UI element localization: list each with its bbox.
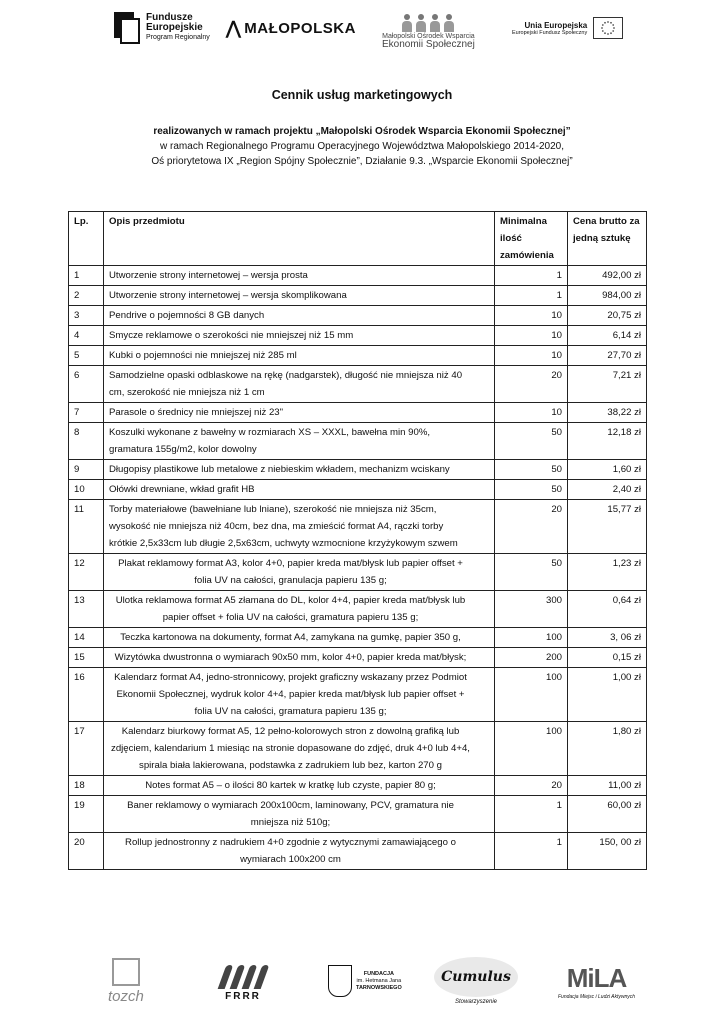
row-price: 3, 06 zł (568, 628, 647, 648)
row-lp: 3 (69, 306, 104, 326)
mows-logo (382, 6, 475, 50)
row-description: Utworzenie strony internetowej – wersja skomplikowana (104, 286, 495, 306)
row-description: Baner reklamowy o wymiarach 200x100cm, laminowany, PCV, gramatura nie mniejsza niż 510g; (104, 796, 495, 833)
row-min-qty: 100 (495, 628, 568, 648)
row-min-qty: 50 (495, 554, 568, 591)
row-price: 150, 00 zł (568, 833, 647, 870)
eu-logo (512, 6, 623, 50)
row-price: 1,60 zł (568, 460, 647, 480)
row-lp: 9 (69, 460, 104, 480)
malopolska-text: MAŁOPOLSKA (244, 19, 356, 37)
row-lp: 14 (69, 628, 104, 648)
row-description: Parasole o średnicy nie mniejszej niż 23" (104, 403, 495, 423)
fund-line2: im. Hetmana Jana (356, 977, 402, 984)
frrr-text: FRRR (225, 990, 261, 1002)
row-price: 0,64 zł (568, 591, 647, 628)
row-min-qty: 50 (495, 423, 568, 460)
row-price: 984,00 zł (568, 286, 647, 306)
fe-line1: Fundusze (146, 12, 193, 23)
row-min-qty: 200 (495, 648, 568, 668)
mila-logo (558, 946, 635, 1016)
table-row (69, 591, 647, 628)
row-description: Teczka kartonowa na dokumenty, format A4, zamykana na gumkę, papier 350 g, (104, 628, 495, 648)
row-min-qty: 20 (495, 366, 568, 403)
table-header-row (69, 212, 647, 266)
row-lp: 15 (69, 648, 104, 668)
row-price: 60,00 zł (568, 796, 647, 833)
row-lp: 5 (69, 346, 104, 366)
row-price: 27,70 zł (568, 346, 647, 366)
row-lp: 11 (69, 500, 104, 554)
table-row (69, 423, 647, 460)
row-description: Rollup jednostronny z nadrukiem 4+0 zgodnie z wytycznymi zamawiającego o wymiarach 100x200 cm (104, 833, 495, 870)
fundacja-tarnowskiego-logo (328, 946, 402, 1016)
row-lp: 10 (69, 480, 104, 500)
row-lp: 17 (69, 722, 104, 776)
table-row (69, 346, 647, 366)
row-lp: 7 (69, 403, 104, 423)
row-description: Pendrive o pojemności 8 GB danych (104, 306, 495, 326)
row-lp: 13 (69, 591, 104, 628)
row-min-qty: 50 (495, 460, 568, 480)
project-line3: Oś priorytetowa IX „Region Spójny Społecznie”, Działanie 9.3. „Wsparcie Ekonomii Społecznej” (151, 156, 573, 167)
project-line1: realizowanych w ramach projektu „Małopolski Ośrodek Wsparcia Ekonomii Społecznej” (153, 126, 571, 137)
row-price: 11,00 zł (568, 776, 647, 796)
row-lp: 2 (69, 286, 104, 306)
tozch-logo (108, 946, 144, 1016)
row-description: Kalendarz format A4, jedno-stronnicowy, projekt graficzny wskazany przez Podmiot Ekonomii Społecznej, wydruk kolor 4+4, papier kreda mat/błysk lub papier offset + folia UV na całości, gramatura papieru 135 g; (104, 668, 495, 722)
row-description: Smycze reklamowe o szerokości nie mniejszej niż 15 mm (104, 326, 495, 346)
row-description: Kubki o pojemności nie mniejszej niż 285 ml (104, 346, 495, 366)
row-min-qty: 20 (495, 776, 568, 796)
table-row (69, 776, 647, 796)
table-row (69, 796, 647, 833)
header-lp: Lp. (69, 212, 104, 266)
table-row (69, 266, 647, 286)
table-row (69, 554, 647, 591)
row-price: 7,21 zł (568, 366, 647, 403)
table-body (69, 266, 647, 870)
row-price: 15,77 zł (568, 500, 647, 554)
row-description: Koszulki wykonane z bawełny w rozmiarach XS – XXXL, bawełna min 90%, gramatura 155g/m2, kolor dowolny (104, 423, 495, 460)
row-description: Ołówki drewniane, wkład grafit HB (104, 480, 495, 500)
table-row (69, 668, 647, 722)
row-description: Wizytówka dwustronna o wymiarach 90x50 mm, kolor 4+0, papier kreda mat/błysk; (104, 648, 495, 668)
eu-line1: Unia Europejska (524, 20, 588, 30)
table-row (69, 403, 647, 423)
row-min-qty: 10 (495, 306, 568, 326)
row-description: Ulotka reklamowa format A5 złamana do DL, kolor 4+4, papier kreda mat/błysk lub papier offset + folia UV na całości, gramatura papieru 135 g; (104, 591, 495, 628)
row-price: 12,18 zł (568, 423, 647, 460)
row-lp: 1 (69, 266, 104, 286)
row-price: 6,14 zł (568, 326, 647, 346)
footer-logos (100, 946, 660, 1016)
row-description: Plakat reklamowy format A3, kolor 4+0, papier kreda mat/błysk lub papier offset + folia UV na całości, granulacja papieru 135 g; (104, 554, 495, 591)
crest-icon (328, 965, 352, 997)
row-price: 0,15 zł (568, 648, 647, 668)
eu-flag-icon (593, 17, 623, 39)
row-lp: 19 (69, 796, 104, 833)
row-min-qty: 10 (495, 346, 568, 366)
row-description: Torby materiałowe (bawełniane lub lniane), szerokość nie mniejsza niż 35cm, wysokość nie mniejsza niż 40cm, bez dna, ma zmieścić format A4, rączki torby krótkie 2,5x33cm lub długie 2,5x63cm, uchwyty wzmocnione krzyżykowym szwem (104, 500, 495, 554)
table-row (69, 648, 647, 668)
table-row (69, 833, 647, 870)
table-row (69, 286, 647, 306)
row-lp: 12 (69, 554, 104, 591)
row-description: Notes format A5 – o ilości 80 kartek w kratkę lub czyste, papier 80 g; (104, 776, 495, 796)
row-lp: 8 (69, 423, 104, 460)
row-min-qty: 10 (495, 403, 568, 423)
fe-line3: Program Regionalny (146, 34, 210, 41)
project-description (0, 124, 724, 169)
row-min-qty: 100 (495, 722, 568, 776)
row-min-qty: 300 (495, 591, 568, 628)
frrr-swoosh-icon (218, 961, 268, 991)
table-row (69, 326, 647, 346)
table-row (69, 480, 647, 500)
cumulus-sub: Stowarzyszenie (454, 999, 498, 1005)
cumulus-logo (434, 946, 518, 1016)
project-line2: w ramach Regionalnego Programu Operacyjnego Województwa Małopolskiego 2014-2020, (160, 141, 564, 152)
malopolska-m-icon: ⋀ (226, 17, 242, 38)
row-description: Kalendarz biurkowy format A5, 12 pełno-kolorowych stron z dowolną grafiką lub zdjęciem, kalendarium 1 miesiąc na stronie dopasowane do zdjęć, druk 4+0 lub 4+4, spirala biała lakierowana, podstawka z zadrukiem lub bez, karton 270 g (104, 722, 495, 776)
row-min-qty: 100 (495, 668, 568, 722)
fundusze-europejskie-logo (114, 6, 210, 50)
table-row (69, 366, 647, 403)
frrr-logo (218, 946, 268, 1016)
row-min-qty: 1 (495, 796, 568, 833)
row-price: 20,75 zł (568, 306, 647, 326)
row-min-qty: 10 (495, 326, 568, 346)
tozch-text: tozch (108, 987, 144, 1005)
eu-line2: Europejski Fundusz Społeczny (512, 29, 588, 36)
fund-line3: TARNOWSKIEGO (356, 984, 402, 991)
row-min-qty: 50 (495, 480, 568, 500)
row-min-qty: 1 (495, 286, 568, 306)
row-price: 1,00 zł (568, 668, 647, 722)
row-description: Samodzielne opaski odblaskowe na rękę (nadgarstek), długość nie mniejsza niż 40 cm, szerokość nie mniejsza niż 1 cm (104, 366, 495, 403)
row-lp: 18 (69, 776, 104, 796)
mows-line1: Małopolski Ośrodek Wsparcia (382, 33, 475, 40)
row-description: Długopisy plastikowe lub metalowe z niebieskim wkładem, mechanizm wciskany (104, 460, 495, 480)
row-price: 1,80 zł (568, 722, 647, 776)
table-row (69, 722, 647, 776)
header-logos (100, 6, 630, 50)
fund-line1: FUNDACJA (363, 970, 394, 977)
row-price: 38,22 zł (568, 403, 647, 423)
header-description: Opis przedmiotu (104, 212, 495, 266)
mila-text: MiLA (566, 962, 627, 993)
row-price: 2,40 zł (568, 480, 647, 500)
row-price: 492,00 zł (568, 266, 647, 286)
mila-sub: Fundacja Miejsc i Ludzi Aktywnych (558, 993, 636, 1000)
page-title: Cennik usług marketingowych (271, 88, 453, 102)
malopolska-logo (226, 6, 356, 50)
table-row (69, 306, 647, 326)
header-price: Cena brutto za jedną sztukę (568, 212, 647, 266)
header-min-qty: Minimalna ilość zamówienia (495, 212, 568, 266)
people-icon (401, 14, 455, 32)
table-row (69, 460, 647, 480)
row-lp: 4 (69, 326, 104, 346)
fe-line2: Europejskie (146, 22, 203, 33)
fe-mark-icon (114, 12, 140, 44)
row-description: Utworzenie strony internetowej – wersja prosta (104, 266, 495, 286)
row-lp: 6 (69, 366, 104, 403)
table-row (69, 628, 647, 648)
price-table (68, 211, 647, 870)
row-price: 1,23 zł (568, 554, 647, 591)
row-lp: 16 (69, 668, 104, 722)
row-min-qty: 1 (495, 833, 568, 870)
cumulus-text: Cumulus (434, 957, 518, 997)
table-row (69, 500, 647, 554)
row-min-qty: 20 (495, 500, 568, 554)
mows-line2: Ekonomii Społecznej (382, 39, 475, 50)
row-min-qty: 1 (495, 266, 568, 286)
tozch-square-icon (112, 958, 140, 986)
row-lp: 20 (69, 833, 104, 870)
